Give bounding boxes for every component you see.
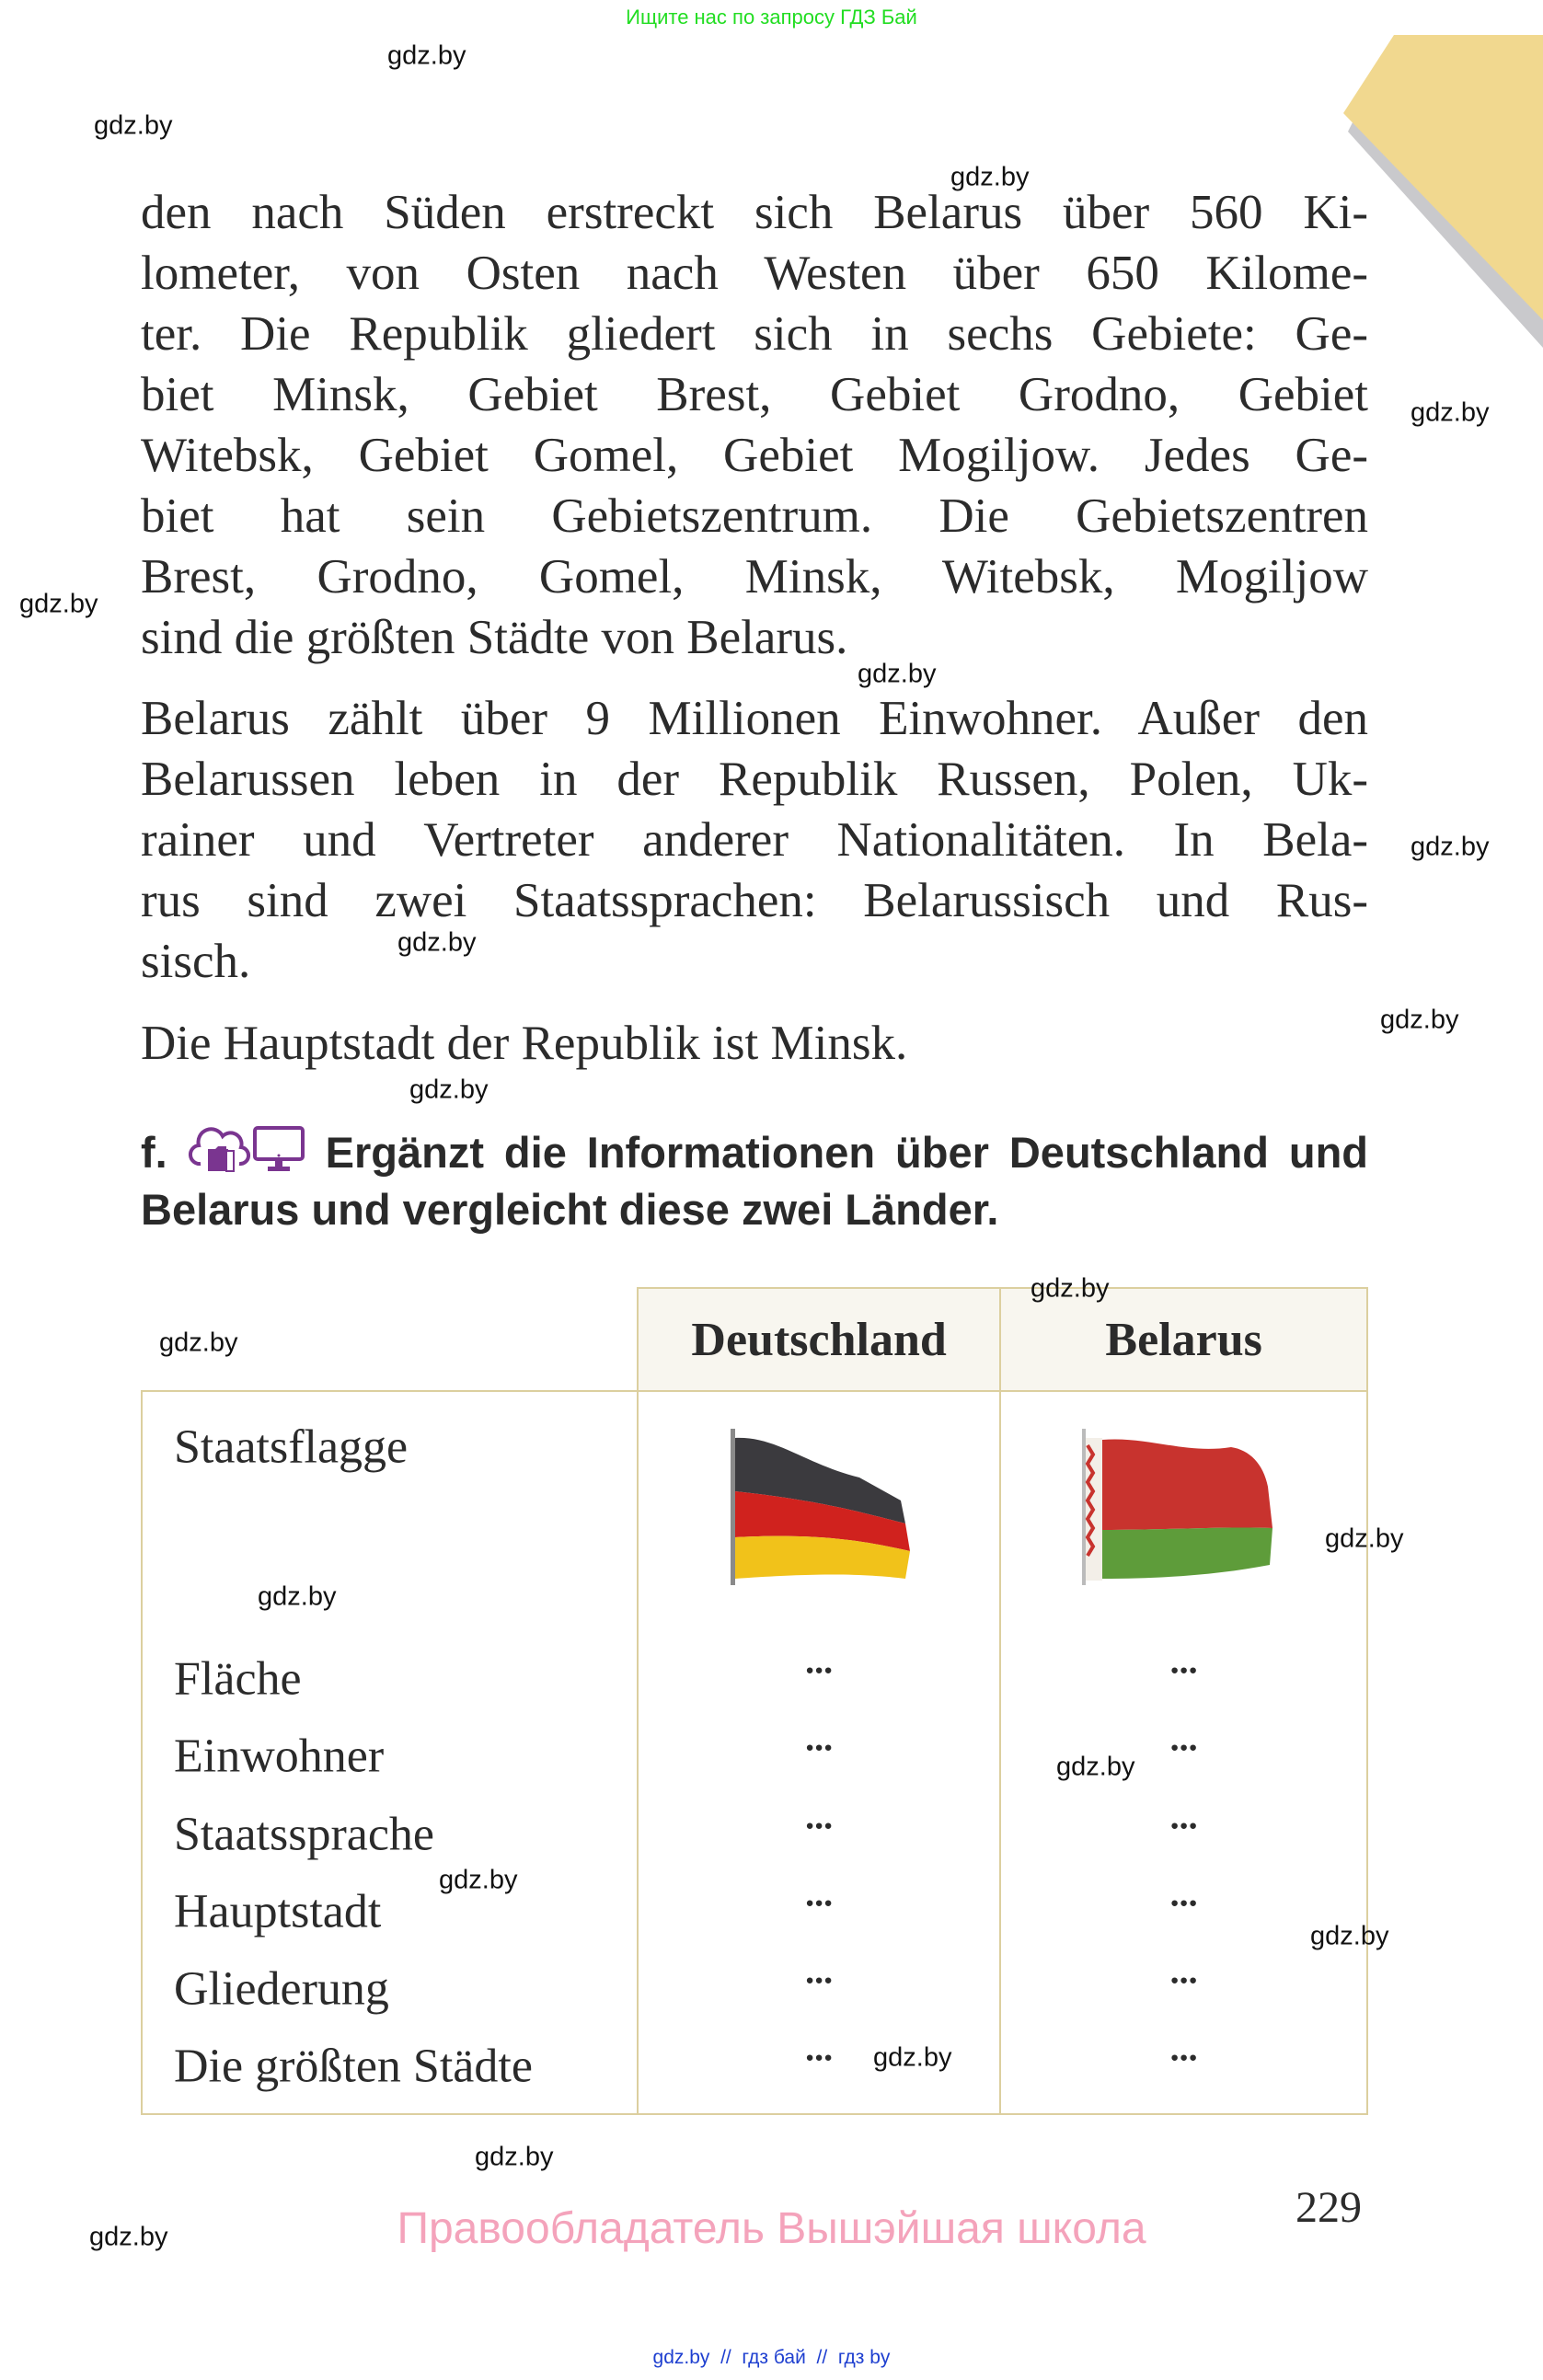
watermark: gdz.by: [1411, 397, 1490, 428]
watermark: gdz.by: [858, 659, 937, 689]
footer-links[interactable]: gdz.by // гдз бай // гдз by: [652, 2347, 891, 2368]
watermark: gdz.by: [1310, 1921, 1389, 1951]
cloud-folder-icon: [188, 1128, 252, 1177]
watermark: gdz.by: [19, 589, 98, 619]
text-line: sisch.: [141, 935, 251, 988]
row-label-gliederung: Gliederung: [174, 1962, 389, 2016]
row-label-groesste-staedte: Die größten Städte: [174, 2040, 533, 2093]
text-line: sind die größten Städte von Belarus.: [141, 611, 848, 664]
header-deutschland: Deutschland: [638, 1288, 1000, 1391]
page-number: 229: [1295, 2183, 1362, 2232]
task-letter: f.: [141, 1128, 167, 1177]
watermark: gdz.by: [258, 1581, 337, 1612]
text-line: lometer, von Osten nach Westen über 650 Kilome-: [141, 247, 1368, 300]
placeholder-dots: ...: [805, 1795, 834, 1837]
watermark: gdz.by: [94, 110, 173, 141]
row-label-hauptstadt: Hauptstadt: [174, 1885, 382, 1938]
text-line: den nach Süden erstreckt sich Belarus über 560 Ki-: [141, 186, 1368, 239]
row-label-flaeche: Fläche: [174, 1652, 302, 1706]
paragraph-capital: [141, 1013, 1368, 1074]
placeholder-dots: ...: [1169, 1717, 1198, 1759]
watermark: gdz.by: [475, 2142, 554, 2172]
watermark: gdz.by: [387, 40, 466, 71]
watermark: gdz.by: [1056, 1752, 1135, 1782]
watermark: gdz.by: [950, 162, 1030, 192]
watermark: gdz.by: [1380, 1005, 1459, 1035]
placeholder-dots: ...: [805, 1639, 834, 1682]
placeholder-dots: ...: [1169, 1872, 1198, 1914]
text-line: biet hat sein Gebietszentrum. Die Gebietszentren: [141, 489, 1368, 543]
table-header-row: [142, 1288, 1367, 1391]
watermark: gdz.by: [873, 2042, 952, 2073]
placeholder-dots: ...: [1169, 1949, 1198, 1992]
task-line-1: [141, 1124, 1368, 1181]
watermark: gdz.by: [1031, 1273, 1110, 1304]
placeholder-dots: ...: [805, 1717, 834, 1759]
placeholder-dots: ...: [805, 1872, 834, 1914]
text-line: Die Hauptstadt der Republik ist Minsk.: [141, 1017, 908, 1070]
text-line: ter. Die Republik gliedert sich in sechs Gebiete: Ge-: [141, 307, 1368, 361]
row-label-einwohner: Einwohner: [174, 1730, 385, 1783]
watermark: gdz.by: [89, 2222, 168, 2252]
task-heading: [141, 1124, 1368, 1238]
text-line: Belarus zählt über 9 Millionen Einwohner. Außer den: [141, 692, 1368, 745]
watermark: gdz.by: [397, 927, 477, 958]
placeholder-dots: ...: [805, 1949, 834, 1992]
german-flag-image: [721, 1427, 942, 1592]
page-corner-tab: [1343, 35, 1543, 348]
text-line: Brest, Grodno, Gomel, Minsk, Witebsk, Mogiljow: [141, 550, 1368, 604]
placeholder-dots: ...: [1169, 1639, 1198, 1682]
deutschland-column: [638, 1391, 1000, 2114]
text-line: rainer und Vertreter anderer Nationalitäten. In Bela-: [141, 813, 1368, 867]
comparison-table: [141, 1287, 1368, 2115]
copyright-owner-note: Правообладатель Вышэйшая школа: [397, 2204, 1146, 2253]
watermark: gdz.by: [159, 1328, 238, 1358]
placeholder-dots: ...: [1169, 1795, 1198, 1837]
task-line-2: Belarus und vergleicht diese zwei Länder.: [141, 1185, 999, 1234]
paragraph-population: [141, 688, 1368, 992]
row-label-staatsflagge: Staatsflagge: [174, 1420, 409, 1474]
text-line: Witebsk, Gebiet Gomel, Gebiet Mogiljow. Jedes Ge-: [141, 429, 1368, 482]
placeholder-dots: ...: [805, 2027, 834, 2069]
watermark: gdz.by: [1325, 1523, 1404, 1554]
watermark: gdz.by: [409, 1075, 489, 1105]
row-label-staatssprache: Staatssprache: [174, 1808, 435, 1861]
belarus-flag-image: [1075, 1427, 1295, 1592]
placeholder-dots: ...: [1169, 2027, 1198, 2069]
text-line: Belarussen leben in der Republik Russen, Polen, Uk-: [141, 753, 1368, 806]
header-belarus: Belarus: [1000, 1288, 1367, 1391]
monitor-icon: [252, 1128, 305, 1177]
labels-column: [142, 1391, 638, 2114]
watermark: gdz.by: [1411, 832, 1490, 862]
text-line: rus sind zwei Staatssprachen: Belarussisch und Rus-: [141, 874, 1368, 927]
task-text: Ergänzt die Informationen über Deutschland und: [325, 1128, 1368, 1177]
paragraph-geography: [141, 182, 1368, 668]
top-search-note[interactable]: Ищите нас по запросу ГДЗ Бай: [626, 6, 917, 29]
text-line: biet Minsk, Gebiet Brest, Gebiet Grodno, Gebiet: [141, 368, 1368, 421]
watermark: gdz.by: [439, 1865, 518, 1895]
table-body-row: [142, 1391, 1367, 2114]
